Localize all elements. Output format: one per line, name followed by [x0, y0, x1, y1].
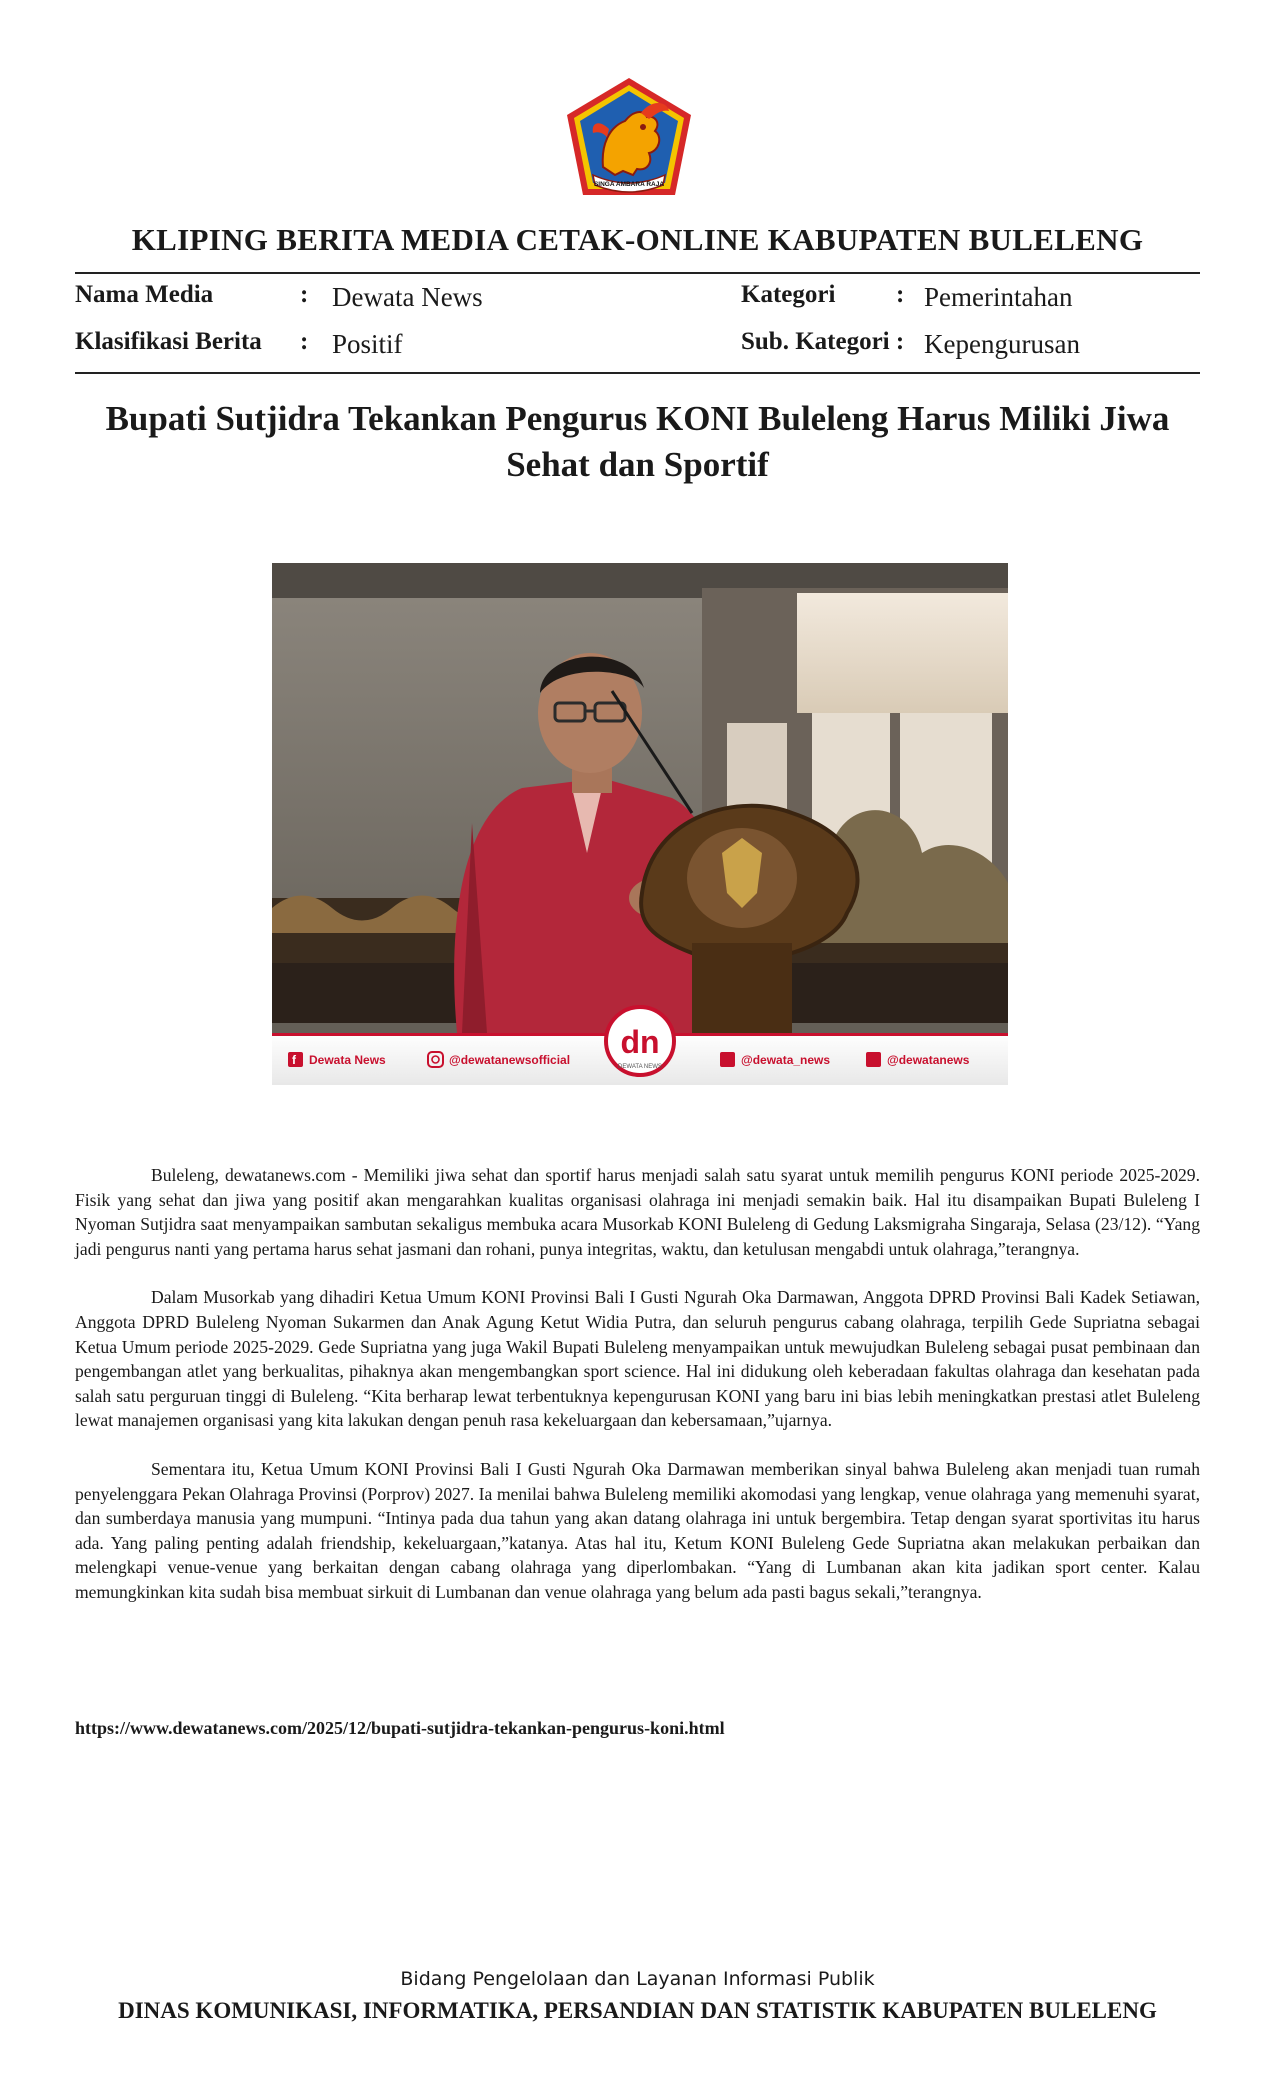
article-headline: Bupati Sutjidra Tekankan Pengurus KONI Buleleng Harus Miliki Jiwa Sehat dan Sportif	[105, 399, 1170, 484]
subkategori-label: Sub. Kategori :	[741, 328, 905, 355]
kategori-value: Pemerintahan	[924, 282, 1073, 312]
source-url: https://www.dewatanews.com/2025/12/bupati-sutjidra-tekankan-pengurus-koni.html	[75, 1718, 725, 1738]
media-label: Nama Media	[75, 281, 214, 308]
klasifikasi-value: Positif	[332, 329, 403, 359]
article-paragraph-1: Buleleng, dewatanews.com - Memiliki jiwa sehat dan sportif harus menjadi salah satu syarat untuk memilih pengurus KONI periode 2025-2029. Fisik yang sehat dan jiwa yang positif akan mengarahkan kualitas organisasi olahraga ini menjadi semakin baik. Hal itu disampaikan Bupati Buleleng I Nyoman Sutjidra saat menyampaikan sambutan sekaligus membuka acara Musorkab KONI Buleleng di Gedung Laksmigraha Singaraja, Selasa (23/12). “Yang jadi pengurus nanti yang pertama harus sehat jasmani dan rohani, punya integritas, waktu, dan ketulusan mengabdi untuk olahraga,”terangnya.	[75, 1165, 1200, 1259]
media-colon: :	[300, 281, 309, 308]
social-tiktok-label: @dewatanews	[887, 1053, 970, 1067]
article-paragraph-3: Sementara itu, Ketua Umum KONI Provinsi Bali I Gusti Ngurah Oka Darmawan memberikan sinyal bahwa Buleleng akan menjadi tuan rumah penyelenggara Pekan Olahraga Provinsi (Porprov) 2027. Ia menilai bahwa Buleleng memiliki akomodasi yang lengkap, venue olahraga yang memenuhi syarat, dan sumberdaya manusia yang mumpuni. “Intinya pada dua tahun yang akan datang olahraga ini untuk bergembira. Tetap dengan syarat sportivitas itu harus ada. Yang paling penting adalah friendship, kekeluargaan,”katanya. Atas hal itu, Ketum KONI Buleleng Gede Supriatna akan melakukan perbaikan dan melengkapi venue-venue yang berkaitan dengan cabang olahraga yang diperlombakan. “Yang di Lumbanan akan kita jadikan sport center. Kalau memungkinkan kita sudah bisa membuat sirkuit di Lumbanan dan venue olahraga yang belum ada pasti bagus sekali,”terangnya.	[75, 1458, 1200, 1602]
klasifikasi-label: Klasifikasi Berita	[75, 328, 262, 355]
svg-text:f: f	[292, 1053, 296, 1067]
social-instagram	[428, 1052, 570, 1067]
buleleng-crest-logo	[563, 75, 695, 200]
header-divider	[75, 272, 1200, 274]
social-facebook-label: Dewata News	[309, 1053, 386, 1067]
article-photo	[272, 563, 1008, 1085]
social-facebook	[288, 1052, 386, 1067]
article-paragraph-2: Dalam Musorkab yang dihadiri Ketua Umum KONI Provinsi Bali I Gusti Ngurah Oka Darmawan, Anggota DPRD Provinsi Bali Kadek Setiawan, Anggota DPRD Buleleng Nyoman Sukarmen dan Anak Agung Ketut Widia Putra, dan seluruh pengurus cabang olahraga, terpilih Gede Supriatna sebagai Ketua Umum periode 2025-2029. Gede Supriatna yang juga Wakil Bupati Buleleng menyampaikan untuk mewujudkan Buleleng sebagai pusat pembinaan dan pengembangan atlet yang berkualitas, pihaknya akan mengembangkan sport science. Hal ini didukung oleh keberadaan fakultas olahraga dan kesehatan pada salah satu perguruan tinggi di Buleleng. “Kita berharap lewat terbentuknya kepengurusan KONI yang baru ini bias lebih meningkatkan prestasi atlet Buleleng lewat manajemen organisasi yang kita lakukan dengan penuh rasa kekeluargaan dan kebersamaan,”ujarnya.	[75, 1287, 1200, 1431]
klasifikasi-colon: :	[300, 328, 309, 355]
watermark-logo: dn	[620, 1024, 660, 1060]
watermark-subtitle: DEWATA NEWS	[618, 1064, 662, 1070]
document-title: KLIPING BERITA MEDIA CETAK-ONLINE KABUPATEN BULELENG	[131, 222, 1144, 257]
tiktok-icon	[866, 1052, 881, 1067]
meta-divider	[75, 372, 1200, 374]
kategori-label: Kategori	[741, 281, 836, 308]
footer-agency: DINAS KOMUNIKASI, INFORMATIKA, PERSANDIAN DAN STATISTIK KABUPATEN BULELENG	[118, 1998, 1157, 2023]
article-body	[75, 1163, 1200, 1629]
kategori-colon: :	[896, 281, 905, 308]
social-instagram-label: @dewatanewsofficial	[449, 1053, 571, 1067]
twitter-icon	[720, 1052, 735, 1067]
crest-motto: SINGA AMBARA RAJA	[593, 181, 665, 188]
subkategori-value: Kepengurusan	[924, 329, 1080, 359]
media-value: Dewata News	[332, 282, 483, 312]
footer-department: Bidang Pengelolaan dan Layanan Informasi Publik	[400, 1968, 875, 1990]
social-twitter-label: @dewata_news	[741, 1053, 831, 1067]
